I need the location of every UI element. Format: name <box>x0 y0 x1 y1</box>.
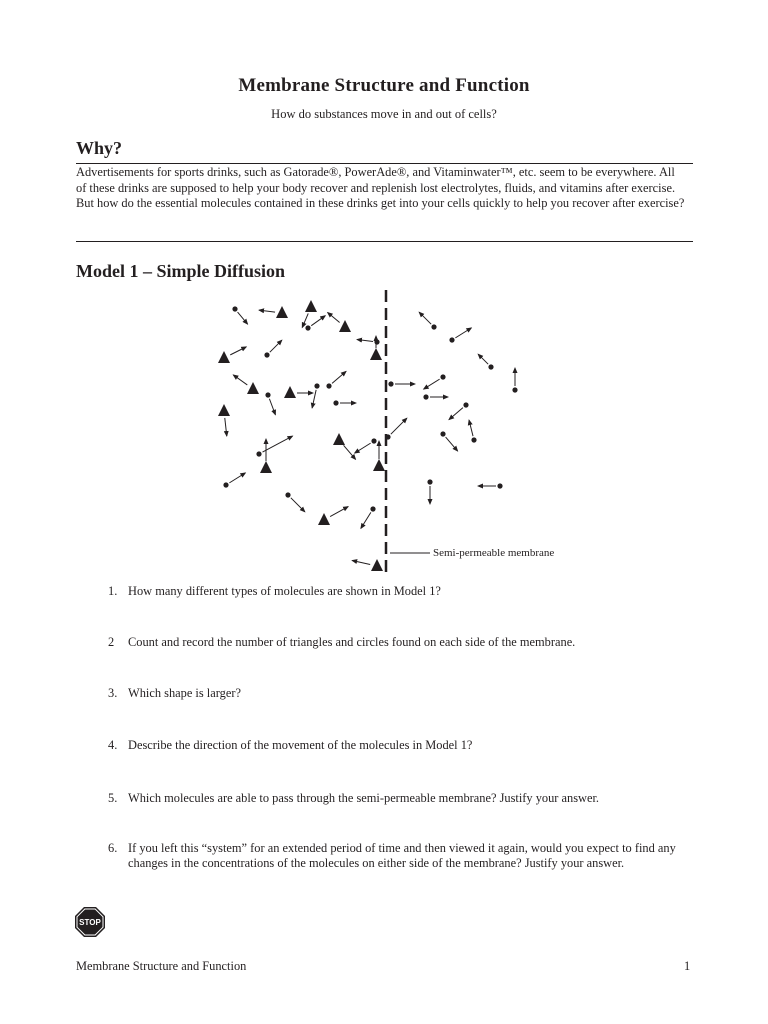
circle-molecule <box>440 374 445 379</box>
stop-icon <box>74 906 106 938</box>
motion-arrow <box>270 340 282 352</box>
circle-molecule <box>497 483 502 488</box>
question-number: 4. <box>108 738 118 752</box>
triangle-molecule <box>247 382 259 394</box>
question-text: Which molecules are able to pass through the semi-permeable membrane? Justify your answer. <box>128 791 600 805</box>
motion-arrow <box>230 347 246 355</box>
page-title: Membrane Structure and Function <box>238 75 530 96</box>
motion-arrow <box>238 312 248 324</box>
circle-molecule <box>374 339 379 344</box>
question-text: If you left this “system” for an extended period of time and then viewed it again, would you expect to find any changes in the concentrations of the molecules on either side of the membrane? Justify your answer. <box>128 841 676 870</box>
motion-arrow <box>311 316 325 326</box>
motion-arrow <box>449 408 463 420</box>
question-number: 1. <box>108 584 118 598</box>
question-6 <box>108 841 698 871</box>
motion-arrow <box>419 312 431 324</box>
circle-molecule <box>388 381 393 386</box>
motion-arrow <box>269 399 275 415</box>
question-text: Which shape is larger? <box>128 686 241 700</box>
triangle-molecule <box>218 404 230 416</box>
motion-arrow <box>455 328 471 338</box>
circle-molecule <box>232 306 237 311</box>
motion-arrow <box>302 313 308 327</box>
circle-molecule <box>305 325 310 330</box>
motion-arrow <box>469 420 473 436</box>
question-text: Describe the direction of the movement of the molecules in Model 1? <box>128 738 473 752</box>
triangle-molecule <box>333 433 345 445</box>
triangle-molecule <box>218 351 230 363</box>
motion-arrow <box>263 436 293 452</box>
circle-molecule <box>423 394 428 399</box>
motion-arrow <box>328 313 340 323</box>
why-paragraph: Advertisements for sports drinks, such as Gatorade®, PowerAde®, and Vitaminwater™, etc. seem to be everywhere. All of these drinks are supposed to help your body recover and replenish lost electrolytes, fluids, and vitamins after exercise. But how do the essential molecules contained in these drinks get into your cells quickly to help you recover after exercise? <box>76 165 685 210</box>
motion-arrow <box>229 473 245 483</box>
circle-molecule <box>333 400 338 405</box>
circle-molecule <box>488 364 493 369</box>
motion-arrow <box>446 437 458 451</box>
triangle-molecule <box>373 459 385 471</box>
question-4 <box>108 738 698 753</box>
motion-arrow <box>344 445 356 459</box>
triangle-molecule <box>339 320 351 332</box>
page-subtitle: How do substances move in and out of cells? <box>271 107 497 121</box>
triangle-molecule <box>371 559 383 571</box>
stop-icon-label: STOP <box>79 918 101 927</box>
motion-arrow <box>357 340 373 342</box>
question-number: 3. <box>108 686 118 700</box>
circle-molecule <box>440 431 445 436</box>
motion-arrow <box>355 443 371 453</box>
circle-molecule <box>427 479 432 484</box>
motion-arrow <box>478 354 488 364</box>
motion-arrow <box>391 418 407 434</box>
motion-arrow <box>225 418 227 436</box>
circle-molecule <box>385 434 390 439</box>
circle-molecule <box>314 383 319 388</box>
motion-arrow <box>332 371 346 383</box>
circle-molecule <box>264 352 269 357</box>
question-2 <box>108 635 698 650</box>
motion-arrow <box>259 310 275 312</box>
circle-molecule <box>471 437 476 442</box>
circle-molecule <box>370 506 375 511</box>
triangle-molecule <box>276 306 288 318</box>
motion-arrow <box>361 512 371 528</box>
question-text: Count and record the number of triangles and circles found on each side of the membrane. <box>128 635 576 649</box>
circle-molecule <box>256 451 261 456</box>
triangle-molecule <box>370 348 382 360</box>
triangle-molecule <box>284 386 296 398</box>
circle-molecule <box>371 438 376 443</box>
question-text: How many different types of molecules are shown in Model 1? <box>128 584 441 598</box>
question-5 <box>108 791 698 806</box>
membrane-label: Semi-permeable membrane <box>433 547 555 559</box>
motion-arrow <box>424 379 440 389</box>
question-1 <box>108 584 698 599</box>
motion-arrow <box>291 498 305 512</box>
motion-arrow <box>330 507 348 517</box>
question-number: 2 <box>108 635 115 649</box>
triangle-molecule <box>318 513 330 525</box>
circle-molecule <box>449 337 454 342</box>
molecules <box>218 300 518 571</box>
circle-molecule <box>285 492 290 497</box>
motion-arrow <box>233 375 247 385</box>
page-number: 1 <box>684 959 691 973</box>
circle-molecule <box>512 387 517 392</box>
model-heading: Model 1 – Simple Diffusion <box>76 261 286 281</box>
circle-molecule <box>326 383 331 388</box>
motion-arrow <box>352 560 370 564</box>
circle-molecule <box>265 392 270 397</box>
circle-molecule <box>431 324 436 329</box>
why-heading: Why? <box>76 138 123 158</box>
triangle-molecule <box>305 300 317 312</box>
footer-title: Membrane Structure and Function <box>76 959 247 973</box>
question-number: 6. <box>108 841 118 855</box>
question-3 <box>108 686 698 701</box>
question-number: 5. <box>108 791 118 805</box>
circle-molecule <box>223 482 228 487</box>
triangle-molecule <box>260 461 272 473</box>
circle-molecule <box>463 402 468 407</box>
